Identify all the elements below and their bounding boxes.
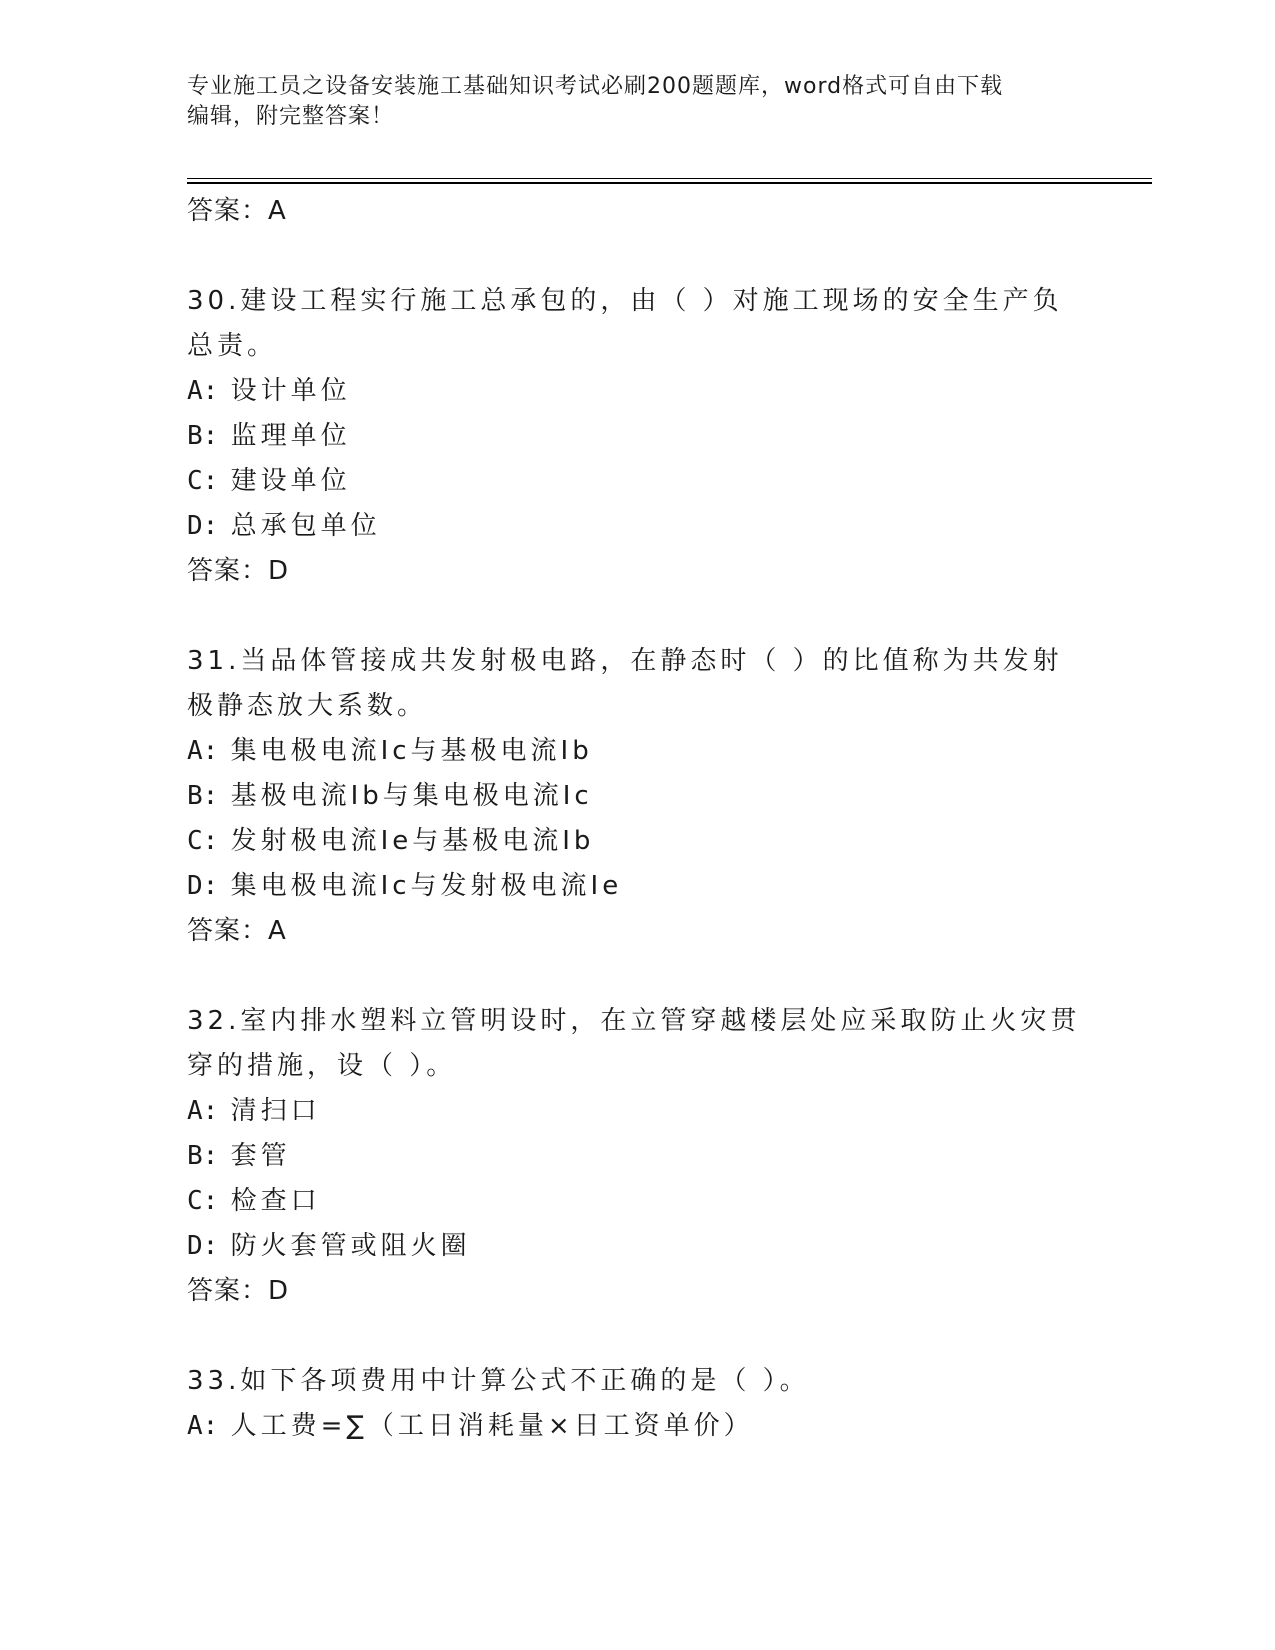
answer-line: 答案：D <box>187 1276 290 1306</box>
header-rule-thin <box>187 178 1152 179</box>
option-text: 监理单位 <box>230 421 351 451</box>
option-text: 人工费=∑（工日消耗量×日工资单价） <box>230 1411 754 1441</box>
question-text: 33.如下各项费用中计算公式不正确的是（ ）。 <box>187 1366 810 1396</box>
option-b <box>187 414 1087 459</box>
option-d <box>187 1224 1087 1269</box>
option-a <box>187 1089 1087 1134</box>
option-c <box>187 459 1087 504</box>
option-text: 清扫口 <box>230 1096 321 1126</box>
header-line-2: 编辑，附完整答案！ <box>187 104 395 129</box>
option-letter: C: <box>187 826 219 856</box>
option-d <box>187 504 1087 549</box>
header-line-1: 专业施工员之设备安装施工基础知识考试必刷200题题库，word格式可自由下载 <box>187 74 1004 99</box>
option-c <box>187 819 1087 864</box>
option-letter: D: <box>187 511 219 541</box>
option-text: 发射极电流Ie与基极电流Ib <box>230 826 595 856</box>
option-text: 设计单位 <box>230 376 351 406</box>
option-letter: C: <box>187 466 219 496</box>
question-text: 30.建设工程实行施工总承包的，由（ ）对施工现场的安全生产负总责。 <box>187 286 1063 361</box>
option-d <box>187 864 1087 909</box>
option-letter: D: <box>187 871 219 901</box>
question-31 <box>187 639 1087 953</box>
document-header <box>187 72 1087 132</box>
option-letter: B: <box>187 1141 219 1171</box>
option-letter: A: <box>187 1411 219 1441</box>
option-letter: B: <box>187 421 219 451</box>
option-letter: A: <box>187 376 219 406</box>
option-c <box>187 1179 1087 1224</box>
option-letter: C: <box>187 1186 219 1216</box>
option-text: 总承包单位 <box>230 511 381 541</box>
option-b <box>187 774 1087 819</box>
option-letter: A: <box>187 1096 219 1126</box>
question-text: 31.当品体管接成共发射极电路，在静态时（ ）的比值称为共发射极静态放大系数。 <box>187 646 1063 721</box>
header-rule-thick <box>187 182 1152 184</box>
option-text: 基极电流Ib与集电极电流Ic <box>230 781 593 811</box>
question-30 <box>187 279 1087 593</box>
answer-line: 答案：D <box>187 556 290 586</box>
question-text: 32.室内排水塑料立管明设时，在立管穿越楼层处应采取防止火灾贯穿的措施，设（ ）。 <box>187 1006 1081 1081</box>
question-32 <box>187 999 1087 1313</box>
option-letter: A: <box>187 736 219 766</box>
option-text: 集电极电流Ic与基极电流Ib <box>230 736 593 766</box>
question-list <box>187 189 1087 1449</box>
answer-line: 答案：A <box>187 916 287 946</box>
option-letter: D: <box>187 1231 219 1261</box>
option-text: 防火套管或阻火圈 <box>230 1231 471 1261</box>
option-text: 集电极电流Ic与发射极电流Ie <box>230 871 623 901</box>
option-a <box>187 1404 1087 1449</box>
option-text: 检查口 <box>230 1186 321 1216</box>
option-text: 建设单位 <box>230 466 351 496</box>
option-text: 套管 <box>230 1141 291 1171</box>
option-a <box>187 729 1087 774</box>
answer-line: 答案：A <box>187 196 287 226</box>
question-33 <box>187 1359 1087 1449</box>
option-letter: B: <box>187 781 219 811</box>
option-b <box>187 1134 1087 1179</box>
option-a <box>187 369 1087 414</box>
